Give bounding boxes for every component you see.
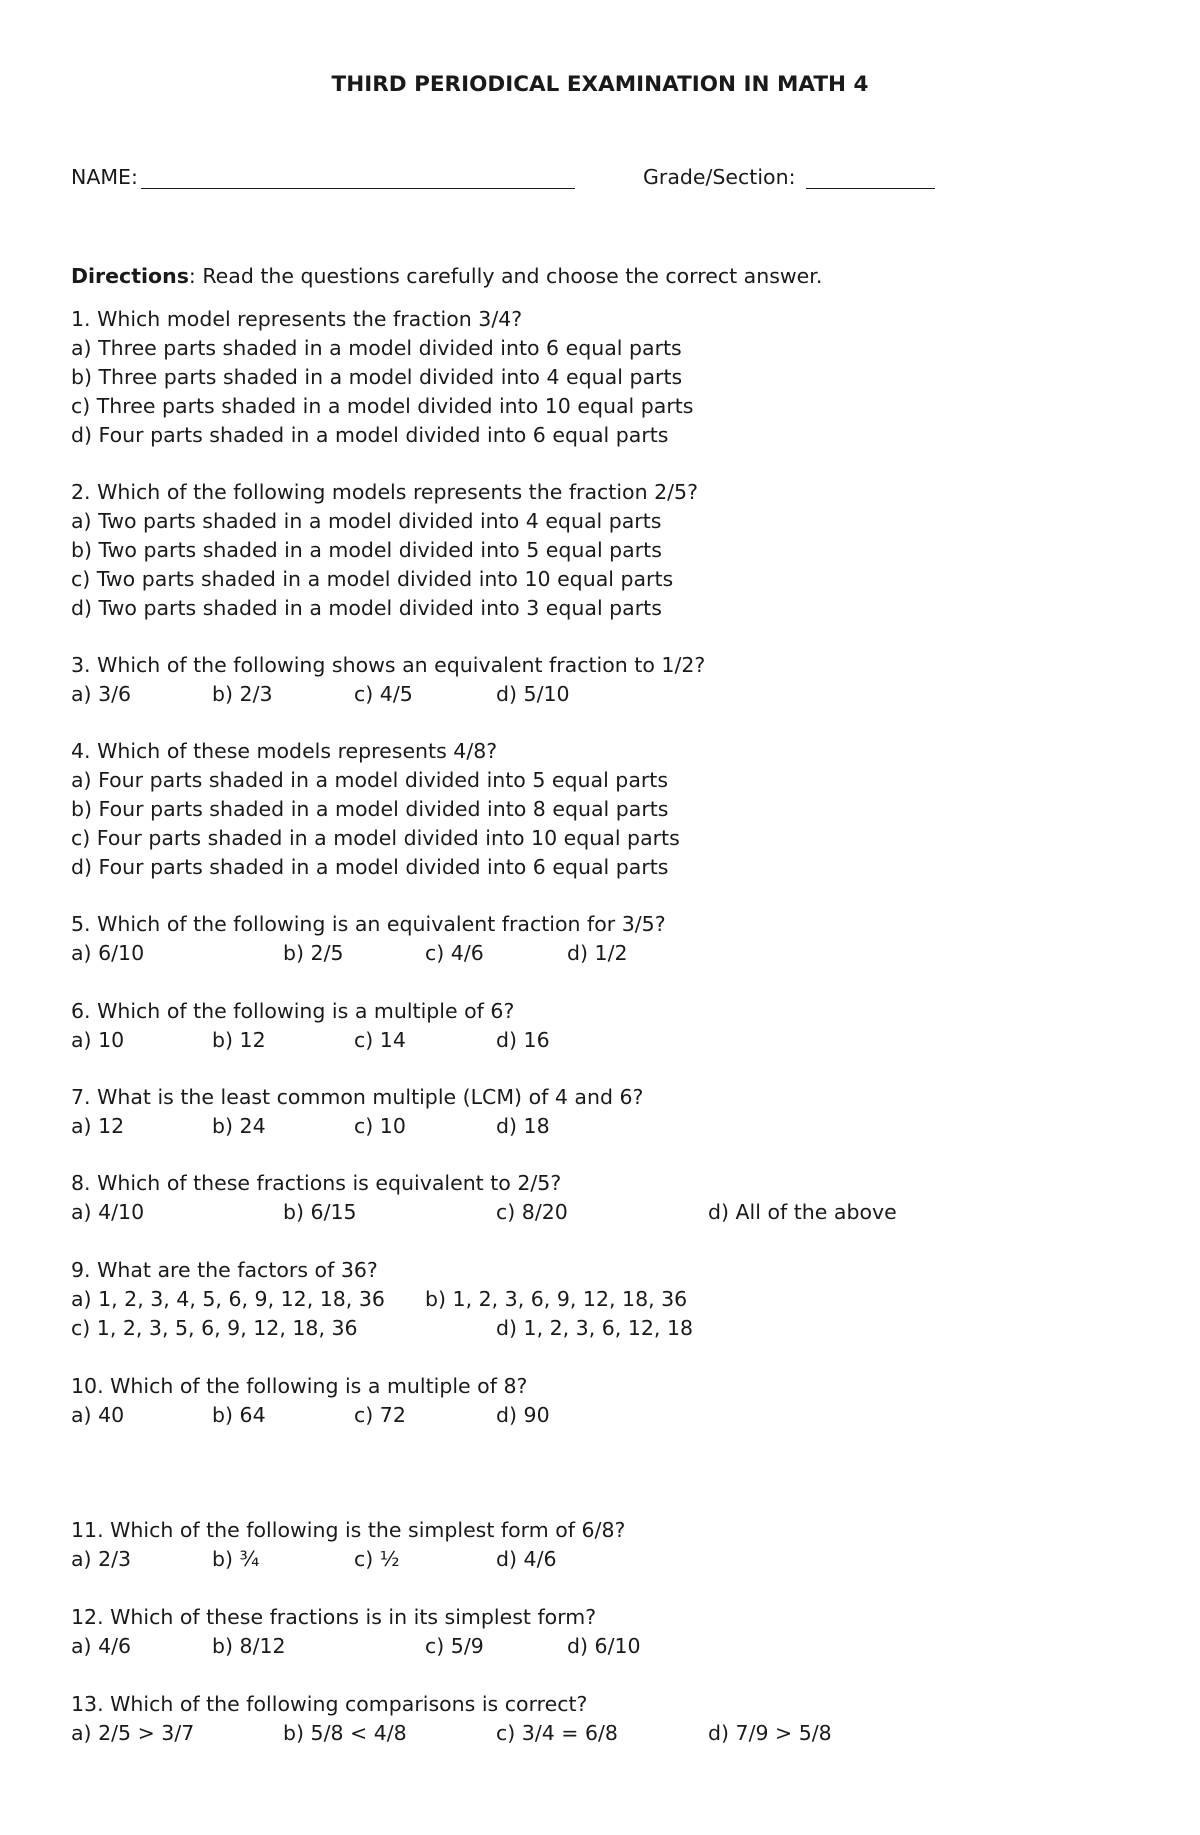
option-a[interactable]: a) 2/3 [71,1547,132,1571]
option-d[interactable]: d) 1, 2, 3, 6, 12, 18 [496,1316,694,1340]
option-a[interactable]: a) 6/10 [71,941,145,965]
question-stem: 9. What are the factors of 36? [71,1258,378,1282]
options-row [71,1198,1131,1227]
grade-section-field[interactable] [806,188,935,189]
option-c[interactable]: c) 10 [354,1114,406,1138]
question-3 [71,651,1131,709]
option-b[interactable]: b) 2/3 [212,682,273,706]
question-2 [71,478,1131,623]
option-b[interactable]: b) Three parts shaded in a model divided into 4 equal parts [71,365,683,389]
option-a[interactable]: a) 40 [71,1403,125,1427]
question-6 [71,997,1131,1055]
question-stem: 1. Which model represents the fraction 3/4? [71,307,523,331]
question-stem: 2. Which of the following models represents the fraction 2/5? [71,480,698,504]
option-b[interactable]: b) 1, 2, 3, 6, 9, 12, 18, 36 [425,1287,688,1311]
option-a[interactable]: a) 3/6 [71,682,132,706]
exam-title: THIRD PERIODICAL EXAMINATION IN MATH 4 [331,72,869,97]
question-11 [71,1516,1131,1574]
option-c[interactable]: c) 5/9 [425,1634,484,1658]
option-c[interactable]: c) 72 [354,1403,406,1427]
options-row [71,1545,1131,1574]
question-stem: 6. Which of the following is a multiple of 6? [71,999,515,1023]
question-12 [71,1603,1131,1661]
option-a[interactable]: a) Two parts shaded in a model divided into 4 equal parts [71,509,662,533]
option-b[interactable]: b) 2/5 [283,941,344,965]
option-d[interactable]: d) 18 [496,1114,550,1138]
question-stem: 13. Which of the following comparisons is correct? [71,1692,588,1716]
options-row [71,939,1131,968]
option-b[interactable]: b) 12 [212,1028,266,1052]
option-b[interactable]: b) Two parts shaded in a model divided into 5 equal parts [71,538,662,562]
option-d[interactable]: d) Four parts shaded in a model divided into 6 equal parts [71,423,669,447]
question-stem: 11. Which of the following is the simplest form of 6/8? [71,1518,626,1542]
option-c[interactable]: c) Four parts shaded in a model divided into 10 equal parts [71,826,680,850]
directions-label: Directions [71,264,189,288]
option-d[interactable]: d) 5/10 [496,682,570,706]
question-5 [71,910,1131,968]
student-info-row [71,163,1171,193]
options-row [71,1632,1131,1661]
question-stem: 12. Which of these fractions is in its simplest form? [71,1605,597,1629]
option-c[interactable]: c) Two parts shaded in a model divided into 10 equal parts [71,567,674,591]
question-1 [71,305,1131,450]
option-c[interactable]: c) Three parts shaded in a model divided into 10 equal parts [71,394,694,418]
option-a[interactable]: a) Four parts shaded in a model divided into 5 equal parts [71,768,669,792]
question-stem: 5. Which of the following is an equivalent fraction for 3/5? [71,912,666,936]
options-row [71,1401,1131,1430]
question-stem: 10. Which of the following is a multiple of 8? [71,1374,528,1398]
options-row [71,1314,1131,1343]
option-c[interactable]: c) 4/6 [425,941,484,965]
grade-section-label: Grade/Section: [643,165,796,189]
question-stem: 8. Which of these fractions is equivalent to 2/5? [71,1171,562,1195]
question-7 [71,1083,1131,1141]
option-c[interactable]: c) ½ [354,1547,400,1571]
option-d[interactable]: d) 7/9 > 5/8 [708,1721,832,1745]
option-b[interactable]: b) Four parts shaded in a model divided into 8 equal parts [71,797,669,821]
question-9 [71,1256,1131,1343]
options-row [71,1026,1131,1055]
option-d[interactable]: d) 16 [496,1028,550,1052]
option-d[interactable]: d) 6/10 [567,1634,641,1658]
option-c[interactable]: c) 3/4 = 6/8 [496,1721,618,1745]
option-a[interactable]: a) 4/10 [71,1200,145,1224]
options-row [71,680,1131,709]
question-8 [71,1169,1131,1227]
option-b[interactable]: b) 6/15 [283,1200,357,1224]
options-row [71,1112,1131,1141]
question-13 [71,1690,1131,1748]
option-d[interactable]: d) All of the above [708,1200,897,1224]
option-d[interactable]: d) 90 [496,1403,550,1427]
name-field[interactable] [141,188,575,189]
option-b[interactable]: b) 5/8 < 4/8 [283,1721,407,1745]
option-c[interactable]: c) 4/5 [354,682,413,706]
option-a[interactable]: a) 1, 2, 3, 4, 5, 6, 9, 12, 18, 36 [71,1287,385,1311]
option-b[interactable]: b) ¾ [212,1547,260,1571]
option-d[interactable]: d) 4/6 [496,1547,557,1571]
options-row [71,1719,1131,1748]
question-stem: 7. What is the least common multiple (LCM) of 4 and 6? [71,1085,644,1109]
option-c[interactable]: c) 1, 2, 3, 5, 6, 9, 12, 18, 36 [71,1316,358,1340]
option-d[interactable]: d) 1/2 [567,941,628,965]
question-stem: 3. Which of the following shows an equivalent fraction to 1/2? [71,653,706,677]
option-b[interactable]: b) 8/12 [212,1634,286,1658]
question-10 [71,1372,1131,1430]
option-a[interactable]: a) 4/6 [71,1634,132,1658]
option-a[interactable]: a) 10 [71,1028,125,1052]
directions [71,262,822,291]
directions-text: : Read the questions carefully and choose the correct answer. [188,264,823,288]
option-c[interactable]: c) 14 [354,1028,406,1052]
option-a[interactable]: a) Three parts shaded in a model divided into 6 equal parts [71,336,682,360]
option-d[interactable]: d) Two parts shaded in a model divided into 3 equal parts [71,596,662,620]
option-b[interactable]: b) 64 [212,1403,266,1427]
option-b[interactable]: b) 24 [212,1114,266,1138]
option-a[interactable]: a) 2/5 > 3/7 [71,1721,195,1745]
option-a[interactable]: a) 12 [71,1114,125,1138]
question-4 [71,737,1131,882]
option-d[interactable]: d) Four parts shaded in a model divided into 6 equal parts [71,855,669,879]
options-row [71,1285,1131,1314]
name-label: NAME: [71,165,138,189]
option-c[interactable]: c) 8/20 [496,1200,568,1224]
question-stem: 4. Which of these models represents 4/8? [71,739,498,763]
